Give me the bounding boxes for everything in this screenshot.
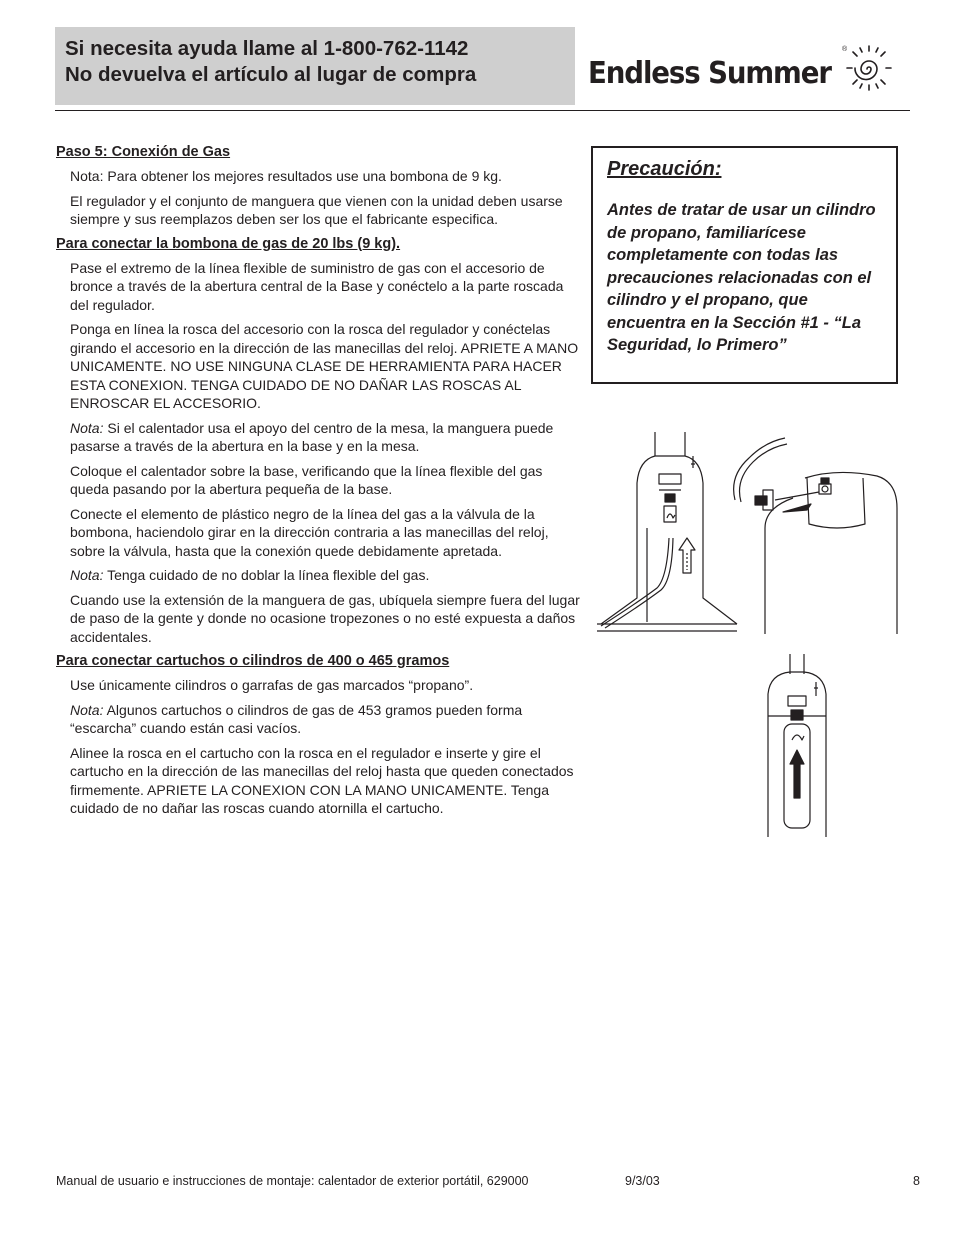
sun-swirl-icon xyxy=(844,43,894,93)
note-label: Nota: xyxy=(70,567,104,583)
header-divider xyxy=(55,110,910,111)
footer-manual-title: Manual de usuario e instrucciones de montaje: calentador de exterior portátil, 629000 xyxy=(56,1174,529,1188)
paragraph: Ponga en línea la rosca del accesorio con la rosca del regulador y conéctelas girando el accesorio en la dirección de las manecillas del reloj. APRIETE A MANO UNICAMENTE. NO USE NINGUNA CLASE DE HERRAMIENTA PARA HACER ESTA CONEXION. TENGA CUIDADO DE NO DAÑAR LAS ROSCAS AL ENROSCAR EL ACCESORIO. xyxy=(70,321,579,411)
caution-text: Antes de tratar de usar un cilindro de propano, familiarícese completamente con todas las precauciones relacionadas con el cilindro y el propano, que encuentra en la Sección #1 - “La Seguridad, lo Primero” xyxy=(607,201,876,354)
paragraph: Nota: Para obtener los mejores resultados use una bombona de 9 kg. xyxy=(70,168,502,184)
help-phone-line: Si necesita ayuda llame al 1-800-762-1142 xyxy=(65,37,469,60)
instructions-column xyxy=(56,143,581,824)
note-text: Si el calentador usa el apoyo del centro de la mesa, la manguera puede pasarse a través de la abertura en la base y en la mesa. xyxy=(70,419,554,454)
paragraph: Pase el extremo de la línea flexible de suministro de gas con el accesorio de bronce a través de la abertura central de la Base y conéctelo a la parte roscada del regulador. xyxy=(70,259,564,313)
note-label: Nota: xyxy=(70,701,104,718)
caution-title: Precaución: xyxy=(607,158,722,180)
paragraph: Cuando use la extensión de la manguera de gas, ubíquela siempre fuera del lugar de paso de la gente y donde no ocasione tropezones o no esté expuesta a daños accidentales. xyxy=(70,591,580,645)
brand-name: Endless Summer xyxy=(588,55,831,91)
page-number: 8 xyxy=(913,1174,920,1188)
tank-section-title: Para conectar la bombona de gas de 20 lbs (9 kg). xyxy=(56,235,401,252)
footer-date: 9/3/03 xyxy=(625,1174,660,1188)
registered-mark: ® xyxy=(842,46,848,53)
step-title: Paso 5: Conexión de Gas xyxy=(56,144,231,160)
note-text: Tenga cuidado de no doblar la línea flexible del gas. xyxy=(103,567,430,583)
note-paragraph xyxy=(70,566,581,585)
tank-connection-illustration xyxy=(597,428,899,634)
paragraph: Use únicamente cilindros o garrafas de gas marcados “propano”. xyxy=(70,677,474,693)
cartridge-connection-illustration xyxy=(764,652,830,838)
caution-box xyxy=(591,146,898,384)
return-warning-line: No devuelva el artículo al lugar de compra xyxy=(65,63,477,86)
note-label: Nota: xyxy=(70,419,104,436)
note-paragraph xyxy=(70,701,581,738)
paragraph: Coloque el calentador sobre la base, verificando que la línea flexible del gas queda pasando por la abertura pequeña de la base. xyxy=(70,462,543,497)
note-paragraph xyxy=(70,419,581,456)
cartridge-section-title: Para conectar cartuchos o cilindros de 400 o 465 gramos xyxy=(56,653,450,669)
paragraph: Alinee la rosca en el cartucho con la rosca en el regulador e inserte y gire el cartucho en la dirección de las manecillas del reloj hasta que queden conectados firmemente. APRIETE LA CONEXION CON LA MANO UNICAMENTE. Tenga cuidado de no dañar las roscas cuando atornilla el cartucho. xyxy=(70,744,574,816)
help-banner xyxy=(55,27,575,105)
brand-logo xyxy=(588,48,852,98)
note-text: Algunos cartuchos o cilindros de gas de 453 gramos pueden forma “escarcha” cuando están casi vacíos. xyxy=(70,701,523,736)
paragraph: El regulador y el conjunto de manguera que vienen con la unidad deben usarse siempre y sus reemplazos deben ser los que el fabricante especifica. xyxy=(70,192,563,227)
paragraph: Conecte el elemento de plástico negro de la línea del gas a la válvula de la bombona, haciendolo girar en la dirección contraria a las manecillas del reloj, sobre la válvula, hasta que la conexión quede debidamente apretada. xyxy=(70,505,549,559)
